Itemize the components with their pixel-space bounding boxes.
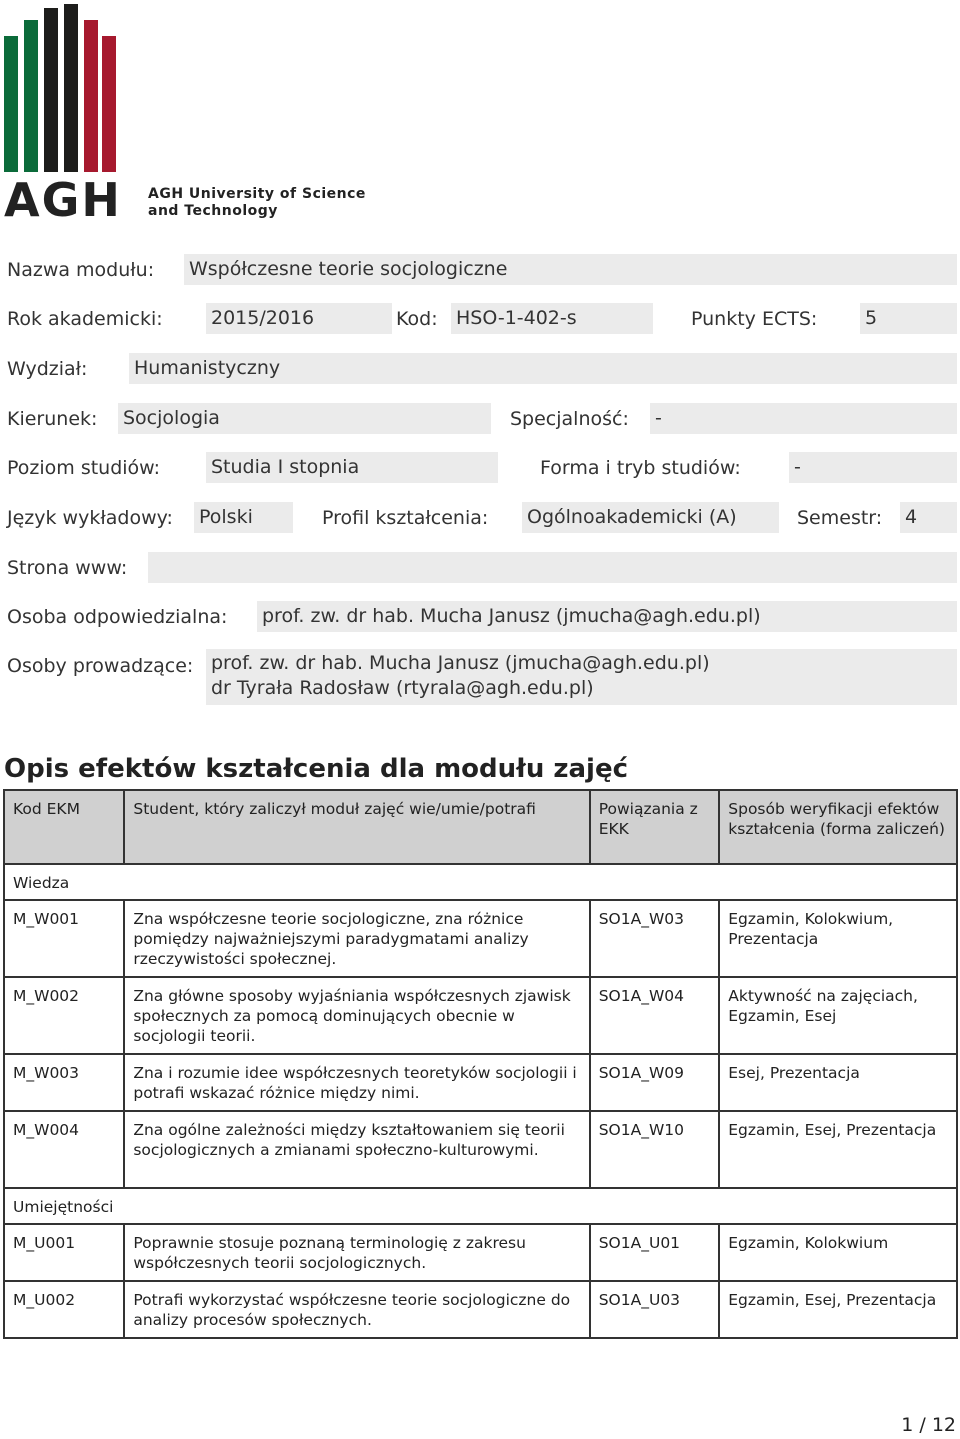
study-form-value: -: [789, 452, 957, 483]
responsible-person-value: prof. zw. dr hab. Mucha Janusz (jmucha@agh.edu.pl): [257, 601, 957, 632]
code-label: Kod:: [396, 308, 438, 330]
field-of-study-value: Socjologia: [118, 403, 491, 434]
university-name-line1: AGH University of Science: [148, 186, 366, 202]
semester-value: 4: [900, 502, 957, 533]
cell-verification: Egzamin, Esej, Prezentacja: [719, 1111, 957, 1188]
cell-verification: Egzamin, Kolokwium: [719, 1224, 957, 1281]
learning-outcomes-table: [3, 789, 958, 1339]
cell-code: M_W004: [4, 1111, 124, 1188]
table-header-row: [4, 790, 957, 864]
table-group-row: [4, 864, 957, 900]
teachers-value: [206, 649, 957, 705]
semester-label: Semestr:: [797, 507, 883, 529]
study-level-label: Poziom studiów:: [7, 457, 161, 479]
cell-ekk: SO1A_W03: [590, 900, 720, 977]
cell-outcome: Poprawnie stosuje poznaną terminologię z zakresu współczesnych teorii socjologicznych.: [124, 1224, 589, 1281]
cell-code: M_U002: [4, 1281, 124, 1338]
faculty-label: Wydział:: [7, 358, 88, 380]
faculty-value: Humanistyczny: [129, 353, 957, 384]
cell-outcome: Zna ogólne zależności między kształtowaniem się teorii socjologicznych a zmianami społeczno-kulturowymi.: [124, 1111, 589, 1188]
agh-logo-bars-icon: [4, 4, 116, 172]
module-name-value: Współczesne teorie socjologiczne: [184, 254, 957, 285]
module-name-label: Nazwa modułu:: [7, 259, 155, 281]
specialty-label: Specjalność:: [510, 408, 629, 430]
cell-outcome: Potrafi wykorzystać współczesne teorie socjologiczne do analizy procesów społecznych.: [124, 1281, 589, 1338]
cell-outcome: Zna i rozumie idee współczesnych teoretyków socjologii i potrafi wskazać różnice między nimi.: [124, 1054, 589, 1111]
cell-outcome: Zna główne sposoby wyjaśniania współczesnych zjawisk społecznych za pomocą dominujących obecnie w socjologii teorii.: [124, 977, 589, 1054]
header-ekm-code: Kod EKM: [4, 790, 124, 864]
table-group-row: [4, 1188, 957, 1224]
cell-code: M_W001: [4, 900, 124, 977]
table-row: [4, 1054, 957, 1111]
cell-ekk: SO1A_W09: [590, 1054, 720, 1111]
language-label: Język wykładowy:: [7, 507, 173, 529]
ects-value: 5: [860, 303, 957, 334]
cell-ekk: SO1A_U01: [590, 1224, 720, 1281]
section-title: Opis efektów kształcenia dla modułu zajęć: [4, 754, 629, 784]
responsible-person-label: Osoba odpowiedzialna:: [7, 606, 228, 628]
group-name: Umiejętności: [4, 1188, 957, 1224]
cell-code: M_W002: [4, 977, 124, 1054]
university-name-line2: and Technology: [148, 203, 278, 219]
code-value: HSO-1-402-s: [451, 303, 653, 334]
table-row: [4, 1224, 957, 1281]
teachers-label: Osoby prowadzące:: [7, 655, 194, 677]
cell-ekk: SO1A_W04: [590, 977, 720, 1054]
profile-value: Ogólnoakademicki (A): [522, 502, 779, 533]
header-verification-method: Sposób weryfikacji efektów kształcenia (forma zaliczeń): [719, 790, 957, 864]
page-number: 1 / 12: [901, 1414, 956, 1436]
table-row: [4, 1111, 957, 1188]
table-row: [4, 977, 957, 1054]
study-level-value: Studia I stopnia: [206, 452, 498, 483]
cell-verification: Egzamin, Esej, Prezentacja: [719, 1281, 957, 1338]
table-row: [4, 1281, 957, 1338]
teacher-item: dr Tyrała Radosław (rtyrala@agh.edu.pl): [211, 677, 594, 699]
cell-code: M_W003: [4, 1054, 124, 1111]
table-row: [4, 900, 957, 977]
header-ekk-links: Powiązania z EKK: [590, 790, 720, 864]
profile-label: Profil kształcenia:: [322, 507, 489, 529]
university-name: [148, 186, 366, 220]
cell-verification: Esej, Prezentacja: [719, 1054, 957, 1111]
cell-verification: Aktywność na zajęciach, Egzamin, Esej: [719, 977, 957, 1054]
specialty-value: -: [650, 403, 957, 434]
ects-label: Punkty ECTS:: [691, 308, 818, 330]
academic-year-value: 2015/2016: [206, 303, 392, 334]
teacher-item: prof. zw. dr hab. Mucha Janusz (jmucha@agh.edu.pl): [211, 652, 710, 674]
cell-verification: Egzamin, Kolokwium, Prezentacja: [719, 900, 957, 977]
field-of-study-label: Kierunek:: [7, 408, 98, 430]
agh-acronym: AGH: [4, 173, 122, 227]
website-value: [148, 552, 957, 583]
website-label: Strona www:: [7, 557, 128, 579]
group-name: Wiedza: [4, 864, 957, 900]
cell-code: M_U001: [4, 1224, 124, 1281]
cell-ekk: SO1A_W10: [590, 1111, 720, 1188]
cell-outcome: Zna współczesne teorie socjologiczne, zna różnice pomiędzy najważniejszymi paradygmatami analizy rzeczywistości społecznej.: [124, 900, 589, 977]
header-student-outcome: Student, który zaliczył moduł zajęć wie/umie/potrafi: [124, 790, 589, 864]
language-value: Polski: [194, 502, 293, 533]
study-form-label: Forma i tryb studiów:: [540, 457, 741, 479]
cell-ekk: SO1A_U03: [590, 1281, 720, 1338]
academic-year-label: Rok akademicki:: [7, 308, 163, 330]
